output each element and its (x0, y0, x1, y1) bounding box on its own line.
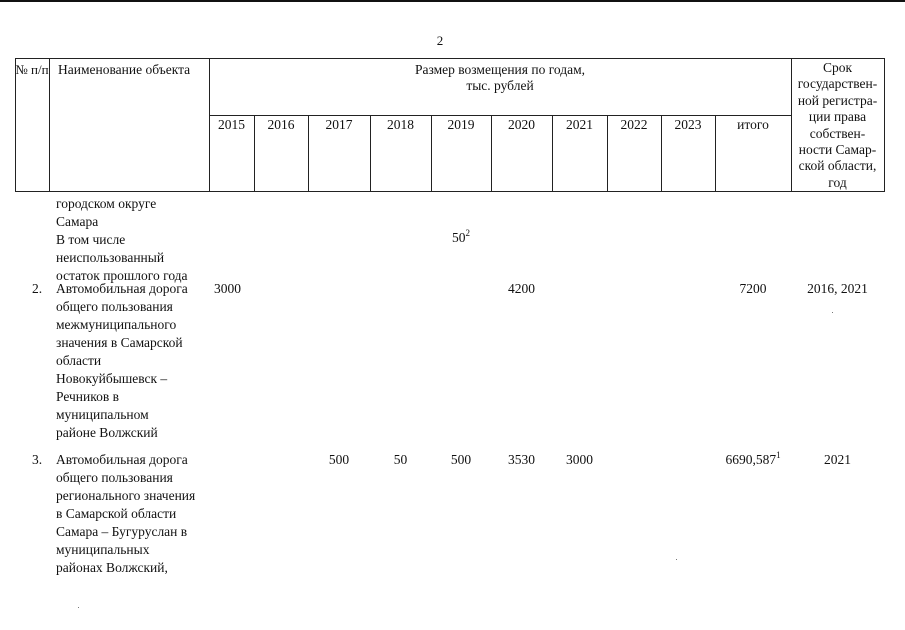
row-2-total: 7200 (739, 281, 767, 296)
header-amount-line2: тыс. рублей (466, 78, 534, 93)
header-name-column: Наименование объекта (58, 62, 191, 77)
scan-speck (78, 607, 79, 608)
row-3-2020: 3530 (508, 452, 535, 467)
row-2-2015: 3000 (214, 281, 241, 296)
year-2018: 2018 (387, 117, 414, 132)
scan-speck (676, 559, 677, 560)
row-3-total: 6690,587$^1$ (725, 449, 781, 467)
row-3-2017: 500 (328, 452, 350, 467)
row-2-term: 2016, 2021 (807, 281, 868, 296)
header-term-column: Срок государствен- ной регистра- ции права собствен- ности Самар- ской области, год (797, 60, 878, 190)
row-3-2021: 3000 (566, 452, 593, 467)
year-2020: 2020 (508, 117, 535, 132)
row-2-name: Автомобильная дорога общего пользования межмуниципального значения в Самарской области Новокуйбышевск – Речников в муниципальном районе Волжский (56, 281, 188, 440)
row-continuation-2019: $50^2$ (452, 227, 470, 245)
row-3-2018: 50 (393, 452, 408, 467)
row-3-term: 2021 (824, 452, 851, 467)
year-total: итого (737, 117, 769, 132)
year-2022: 2022 (620, 117, 648, 132)
scan-speck (832, 312, 833, 313)
row-3-2019: 500 (450, 452, 472, 467)
year-2019: 2019 (447, 117, 475, 132)
row-2-number: 2. (32, 281, 43, 296)
year-2017: 2017 (325, 117, 353, 132)
year-2016: 2016 (267, 117, 295, 132)
row-3-number: 3. (32, 452, 43, 467)
year-2021: 2021 (566, 117, 593, 132)
row-3-name: Автомобильная дорога общего пользования регионального значения в Самарской области Самара – Бугуруслан в муниципальных районах Волжский, (56, 452, 196, 575)
page-number: 2 (436, 33, 444, 48)
top-rule (0, 0, 905, 2)
header-amount-line1: Размер возмещения по годам, (414, 62, 586, 77)
year-2015: 2015 (218, 117, 245, 132)
header-num-column: № п/п (15, 62, 49, 77)
row-2-2020: 4200 (508, 281, 535, 296)
row-continuation-name: городском округе Самара В том числе неиспользованный остаток прошлого года (56, 196, 188, 283)
year-2023: 2023 (674, 117, 702, 132)
